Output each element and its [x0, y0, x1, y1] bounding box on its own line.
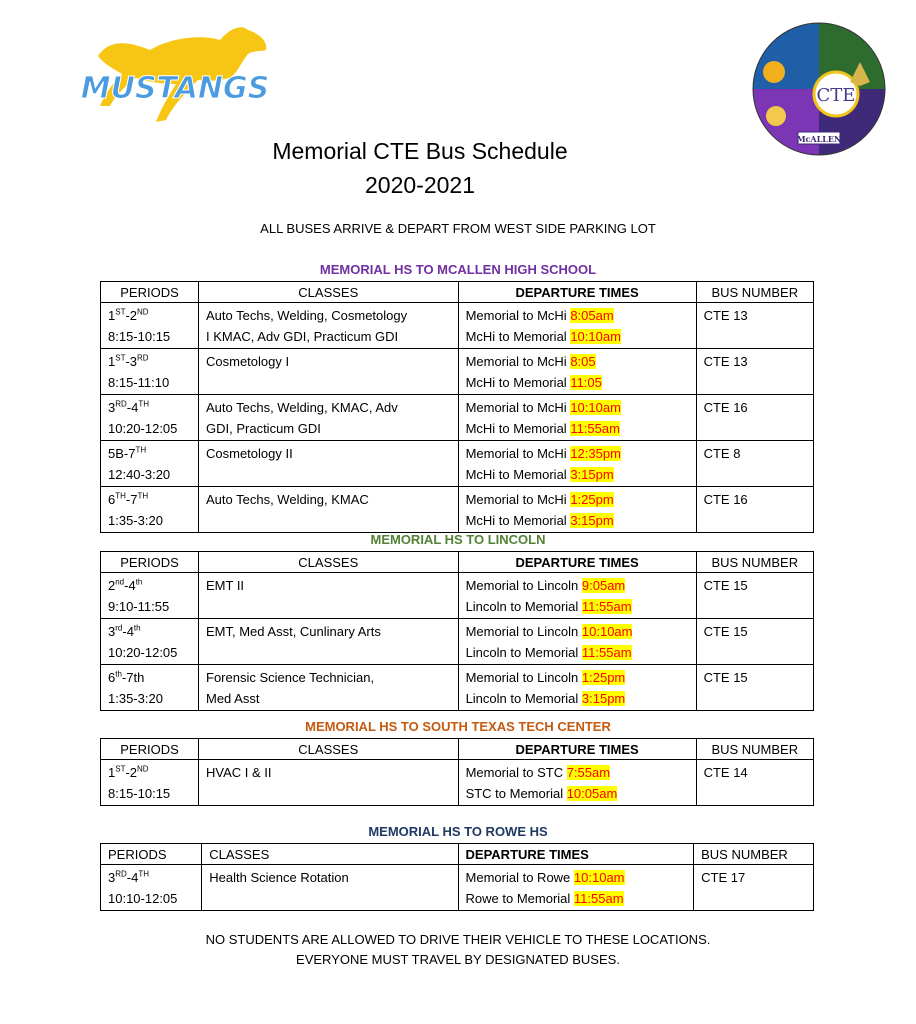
periods-cell: [101, 487, 199, 533]
schedule-table: [100, 551, 814, 711]
classes-line-2: GDI, Practicum GDI: [206, 421, 321, 436]
period-time: 9:10-11:55: [108, 599, 170, 614]
classes-line-1: Cosmetology I: [206, 354, 290, 369]
classes-cell: [199, 487, 459, 533]
classes-line-1: HVAC I & II: [206, 765, 272, 780]
mustangs-logo: [70, 20, 280, 130]
table-header-row: [101, 739, 814, 760]
departure-time: 1:25pm: [581, 670, 626, 685]
footer-line-1: NO STUDENTS ARE ALLOWED TO DRIVE THEIR VEHICLE TO THESE LOCATIONS.: [205, 932, 711, 947]
period-end: -4: [126, 870, 139, 885]
period-start: 3: [108, 624, 116, 639]
parking-note: ALL BUSES ARRIVE & DEPART FROM WEST SIDE PARKING LOT: [260, 221, 656, 236]
classes-header: CLASSES: [202, 844, 458, 865]
period-end: -4: [124, 578, 136, 593]
period-range: [108, 575, 191, 596]
bus-number-cell: CTE 13: [696, 349, 813, 395]
period-end: -7: [125, 492, 138, 507]
departure-time: 8:05: [570, 354, 596, 369]
route-label: Memorial to McHi: [465, 446, 571, 461]
classes-cell: [199, 349, 459, 395]
departure-outbound: [466, 397, 689, 418]
period-start-suffix: th: [115, 669, 122, 679]
bus-number-cell: CTE 17: [694, 865, 814, 911]
bus-number-header: BUS NUMBER: [696, 282, 813, 303]
classes-header: CLASSES: [199, 282, 459, 303]
classes-cell: [199, 441, 459, 487]
table-row: [101, 487, 814, 533]
route-label: Memorial to McHi: [465, 308, 571, 323]
departure-return: [466, 372, 689, 393]
departure-times-header: DEPARTURE TIMES: [458, 282, 696, 303]
bus-number-header: BUS NUMBER: [696, 552, 813, 573]
period-time: 12:40-3:20: [108, 467, 171, 482]
period-time: 1:35-3:20: [108, 691, 163, 706]
period-time: 1:35-3:20: [108, 513, 163, 528]
table-header-row: [101, 282, 814, 303]
period-start: 1: [108, 354, 116, 369]
period-end-suffix: TH: [137, 491, 149, 501]
period-time: 10:10-12:05: [108, 891, 178, 906]
bus-number-header: BUS NUMBER: [694, 844, 814, 865]
departure-return: [466, 464, 689, 485]
period-end: -2: [125, 308, 138, 323]
period-range: [108, 489, 191, 510]
table-row: [101, 619, 814, 665]
periods-cell: [101, 665, 199, 711]
return-time: 11:05: [570, 375, 602, 390]
classes-line-1: Auto Techs, Welding, KMAC, Adv: [206, 400, 398, 415]
period-start-suffix: RD: [115, 399, 127, 409]
period-end: -4: [122, 624, 134, 639]
period-end-suffix: ND: [137, 764, 149, 774]
classes-line-1: Auto Techs, Welding, Cosmetology: [206, 308, 408, 323]
route-label: STC to Memorial: [465, 786, 567, 801]
route-label: McHi to Memorial: [465, 467, 571, 482]
period-range: [108, 667, 191, 688]
departure-cell: [458, 760, 696, 806]
bus-number-cell: CTE 15: [696, 665, 813, 711]
departure-outbound: [466, 443, 689, 464]
classes-cell: [199, 760, 459, 806]
footer-note: [0, 930, 916, 970]
return-time: 11:55am: [573, 891, 624, 906]
classes-line-1: Auto Techs, Welding, KMAC: [206, 492, 369, 507]
period-end-suffix: th: [135, 577, 143, 587]
section-title: MEMORIAL HS TO ROWE HS: [368, 824, 548, 839]
periods-cell: [101, 573, 199, 619]
departure-cell: [458, 441, 696, 487]
bus-number-header: BUS NUMBER: [696, 739, 813, 760]
period-start: 5B-7: [108, 446, 136, 461]
periods-cell: [101, 760, 199, 806]
classes-line-1: EMT, Med Asst, Cunlinary Arts: [206, 624, 381, 639]
period-time: 8:15-10:15: [108, 786, 171, 801]
route-label: Memorial to Lincoln: [465, 624, 582, 639]
route-label: Rowe to Memorial: [465, 891, 574, 906]
period-start: 6: [108, 670, 116, 685]
periods-cell: [101, 303, 199, 349]
classes-cell: [199, 573, 459, 619]
departure-time: 1:25pm: [570, 492, 614, 507]
departure-cell: [458, 303, 696, 349]
mustangs-wordmark: MUSTANGS: [80, 71, 270, 106]
footer-line-2: EVERYONE MUST TRAVEL BY DESIGNATED BUSES.: [296, 952, 620, 967]
departure-time: 12:35pm: [570, 446, 621, 461]
period-time: 10:20-12:05: [108, 645, 178, 660]
period-range: [108, 351, 191, 372]
periods-cell: [101, 395, 199, 441]
table-header-row: [101, 552, 814, 573]
periods-header: PERIODS: [101, 844, 202, 865]
departure-times-header: DEPARTURE TIMES: [458, 739, 696, 760]
route-label: Memorial to McHi: [465, 492, 571, 507]
table-row: [101, 441, 814, 487]
return-time: 11:55am: [581, 599, 632, 614]
period-time: 8:15-10:15: [108, 329, 171, 344]
period-start-suffix: ST: [115, 764, 126, 774]
periods-header: PERIODS: [101, 282, 199, 303]
classes-cell: [199, 395, 459, 441]
route-label: Lincoln to Memorial: [465, 645, 582, 660]
classes-cell: [199, 665, 459, 711]
period-start: 1: [108, 308, 116, 323]
return-time: 10:05am: [566, 786, 618, 801]
table-row: [101, 303, 814, 349]
period-range: [108, 621, 191, 642]
periods-cell: [101, 619, 199, 665]
school-year: 2020-2021: [365, 172, 475, 198]
departure-cell: [458, 349, 696, 395]
period-start: 2: [108, 578, 116, 593]
period-end-suffix: TH: [138, 869, 150, 879]
departure-time: 9:05am: [581, 578, 626, 593]
schedule-table: [100, 281, 814, 533]
bus-number-cell: CTE 8: [696, 441, 813, 487]
period-start-suffix: TH: [135, 445, 147, 455]
route-label: Lincoln to Memorial: [465, 599, 582, 614]
period-start: 1: [108, 765, 116, 780]
classes-line-2: I KMAC, Adv GDI, Practicum GDI: [206, 329, 399, 344]
classes-line-1: Forensic Science Technician,: [206, 670, 375, 685]
departure-outbound: [466, 351, 689, 372]
route-label: McHi to Memorial: [465, 329, 571, 344]
departure-times-header: DEPARTURE TIMES: [458, 552, 696, 573]
period-start: 3: [108, 400, 116, 415]
departure-outbound: [466, 667, 689, 688]
cte-label: CTE: [816, 85, 856, 106]
departure-return: [466, 688, 689, 709]
period-end-suffix: RD: [137, 353, 149, 363]
bus-number-cell: CTE 14: [696, 760, 813, 806]
table-header-row: [101, 844, 814, 865]
departure-return: [466, 642, 689, 663]
period-start-suffix: rd: [115, 623, 123, 633]
period-end: -3: [125, 354, 138, 369]
route-label: McHi to Memorial: [465, 421, 571, 436]
departure-return: [466, 596, 689, 617]
route-label: McHi to Memorial: [465, 375, 571, 390]
periods-cell: [101, 349, 199, 395]
return-time: 3:15pm: [570, 513, 614, 528]
periods-header: PERIODS: [101, 739, 199, 760]
table-row: [101, 395, 814, 441]
route-label: Memorial to Lincoln: [465, 578, 582, 593]
departure-cell: [458, 665, 696, 711]
return-time: 11:55am: [570, 421, 620, 436]
period-start: 3: [108, 870, 116, 885]
departure-outbound: [466, 305, 689, 326]
period-start-suffix: ST: [115, 307, 126, 317]
period-end-suffix: th: [133, 623, 141, 633]
departure-outbound: [466, 575, 689, 596]
classes-line-1: Cosmetology II: [206, 446, 293, 461]
route-label: Lincoln to Memorial: [465, 691, 582, 706]
departure-cell: [458, 573, 696, 619]
period-time: 10:20-12:05: [108, 421, 178, 436]
period-range: [108, 397, 191, 418]
route-label: Memorial to McHi: [465, 354, 571, 369]
departure-outbound: [466, 621, 689, 642]
periods-cell: [101, 865, 202, 911]
return-time: 3:15pm: [581, 691, 626, 706]
period-start-suffix: ST: [115, 353, 126, 363]
departure-outbound: [466, 762, 689, 783]
departure-cell: [458, 619, 696, 665]
table-row: [101, 865, 814, 911]
departure-cell: [458, 487, 696, 533]
period-time: 8:15-11:10: [108, 375, 170, 390]
classes-cell: [199, 303, 459, 349]
period-start-suffix: nd: [115, 577, 125, 587]
schedule-table: [100, 843, 814, 911]
section-title: MEMORIAL HS TO MCALLEN HIGH SCHOOL: [319, 262, 597, 277]
period-end-suffix: TH: [138, 399, 150, 409]
departure-cell: [458, 865, 694, 911]
bus-number-cell: CTE 16: [696, 395, 813, 441]
departure-return: [466, 418, 689, 439]
departure-outbound: [466, 867, 687, 888]
period-range: [108, 305, 191, 326]
return-time: 11:55am: [581, 645, 632, 660]
classes-line-1: EMT II: [206, 578, 245, 593]
classes-line-1: Health Science Rotation: [209, 870, 349, 885]
classes-line-2: Med Asst: [206, 691, 260, 706]
section-title: MEMORIAL HS TO SOUTH TEXAS TECH CENTER: [305, 719, 611, 734]
table-row: [101, 573, 814, 619]
route-label: Memorial to Rowe: [465, 870, 574, 885]
departure-cell: [458, 395, 696, 441]
period-end: -7th: [121, 670, 145, 685]
periods-cell: [101, 441, 199, 487]
period-start-suffix: TH: [115, 491, 126, 501]
departure-time: 8:05am: [570, 308, 614, 323]
period-end: -2: [125, 765, 138, 780]
departure-return: [466, 326, 689, 347]
period-end: -4: [126, 400, 139, 415]
departure-time: 10:10am: [581, 624, 633, 639]
period-start-suffix: RD: [115, 869, 127, 879]
departure-outbound: [466, 489, 689, 510]
route-label: Memorial to McHi: [465, 400, 571, 415]
bus-number-cell: CTE 16: [696, 487, 813, 533]
departure-return: [466, 783, 689, 804]
table-row: [101, 760, 814, 806]
table-row: [101, 349, 814, 395]
route-label: Memorial to Lincoln: [465, 670, 582, 685]
departure-time: 10:10am: [570, 400, 621, 415]
period-start: 6: [108, 492, 116, 507]
route-label: McHi to Memorial: [465, 513, 571, 528]
classes-header: CLASSES: [199, 552, 459, 573]
period-range: [108, 762, 191, 783]
departure-time: 7:55am: [566, 765, 611, 780]
bus-number-cell: CTE 15: [696, 619, 813, 665]
table-row: [101, 665, 814, 711]
period-end-suffix: ND: [137, 307, 149, 317]
mcallen-banner: McALLEN: [796, 134, 842, 144]
bus-number-cell: CTE 15: [696, 573, 813, 619]
schedule-table: [100, 738, 814, 806]
return-time: 3:15pm: [570, 467, 614, 482]
period-range: [108, 443, 191, 464]
departure-return: [466, 510, 689, 531]
departure-time: 10:10am: [573, 870, 625, 885]
return-time: 10:10am: [570, 329, 621, 344]
classes-cell: [202, 865, 458, 911]
classes-cell: [199, 619, 459, 665]
departure-return: [466, 888, 687, 909]
periods-header: PERIODS: [101, 552, 199, 573]
departure-times-header: DEPARTURE TIMES: [458, 844, 694, 865]
page-title: Memorial CTE Bus Schedule: [272, 138, 568, 164]
classes-header: CLASSES: [199, 739, 459, 760]
section-title: MEMORIAL HS TO LINCOLN: [370, 532, 546, 547]
bus-number-cell: CTE 13: [696, 303, 813, 349]
route-label: Memorial to STC: [465, 765, 567, 780]
period-range: [108, 867, 194, 888]
